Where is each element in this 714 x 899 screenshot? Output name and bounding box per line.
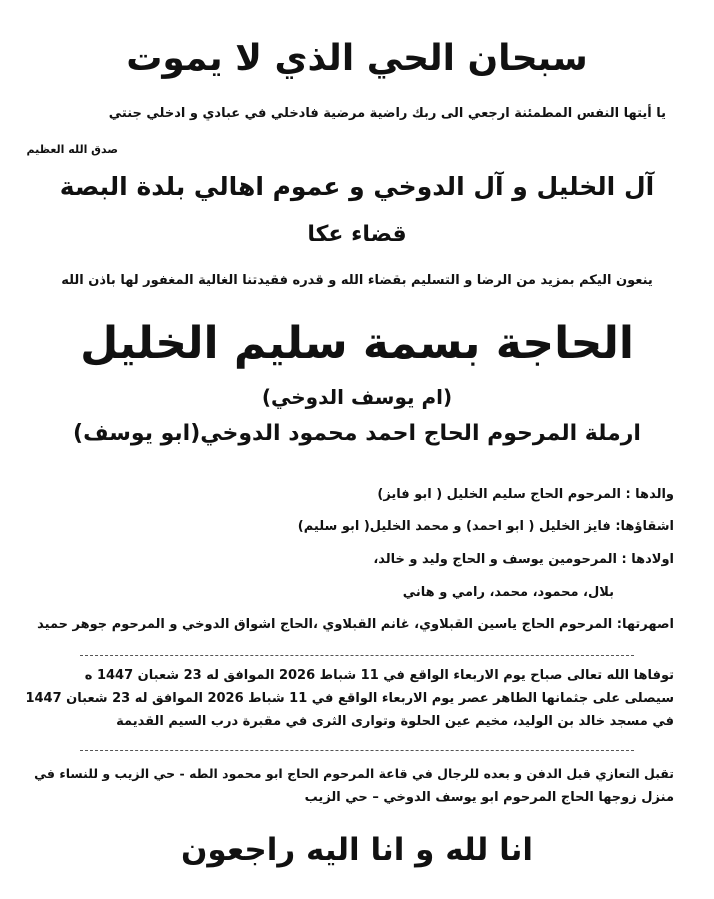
divider-bottom [80,750,634,751]
closing-verse: انا لله و انا اليه راجعون [180,832,534,868]
announcement: ينعون اليكم بمزيد من الرضا و التسليم بقضاء الله و قدره فقيدتنا الغالية المغفور لها باذن الله [61,273,653,288]
condolences-2: منزل زوجها الحاج المرحوم ابو يوسف الدوخي – حي الزيب [304,790,674,805]
kunya: (ام يوسف الدوخي) [261,385,453,409]
verse-ending: صدق الله العظيم [26,143,118,156]
death-info-3: في مسجد خالد بن الوليد، مخيم عين الحلوة وتوارى الثرى في مقبرة درب السيم القديمة [116,714,674,729]
deceased-name: الحاجة بسمة سليم الخليل [80,318,634,369]
widow-of: ارملة المرحوم الحاج احمد محمود الدوخي(ابو يوسف) [73,421,641,446]
relative-father: والدها : المرحوم الحاج سليم الخليل ( ابو فايز) [377,487,674,502]
page-title: سبحان الحي الذي لا يموت [126,38,588,79]
relative-children-1: اولادها : المرحومين يوسف و الحاج وليد و خالد، [373,552,674,567]
divider-top [80,655,634,656]
families-line-1: آل الخليل و آل الدوخي و عموم اهالي بلدة البصة [59,172,655,201]
condolences-1: تقبل التعازي قبل الدفن و بعده للرجال في قاعة المرحوم الحاج ابو محمود الطه - حي الزيب و للنساء في [34,766,674,781]
relative-children-2: بلال، محمود، محمد، رامي و هاني [402,585,614,600]
relative-brothers: اشقاؤها: فايز الخليل ( ابو احمد) و محمد الخليل( ابو سليم) [297,519,674,534]
death-info-2: سيصلى على جثمانها الطاهر عصر يوم الاربعاء الواقع في 11 شباط 2026 الموافق له 23 شعبان 1447 [25,691,674,706]
relative-in-laws: اصهرتها: المرحوم الحاج ياسين القبلاوي، غانم القبلاوي ،الحاج اشواق الدوخي و المرحوم جوهر حميد [37,617,674,632]
families-line-2: قضاء عكا [307,222,407,247]
quran-verse: يا أيتها النفس المطمئنة ارجعي الى ربك راضية مرضية فادخلي في عبادي و ادخلي جنتي [108,106,666,121]
death-info-1: توفاها الله تعالى صباح يوم الاربعاء الواقع في 11 شباط 2026 الموافق له 23 شعبان 1447 ه [84,668,674,683]
